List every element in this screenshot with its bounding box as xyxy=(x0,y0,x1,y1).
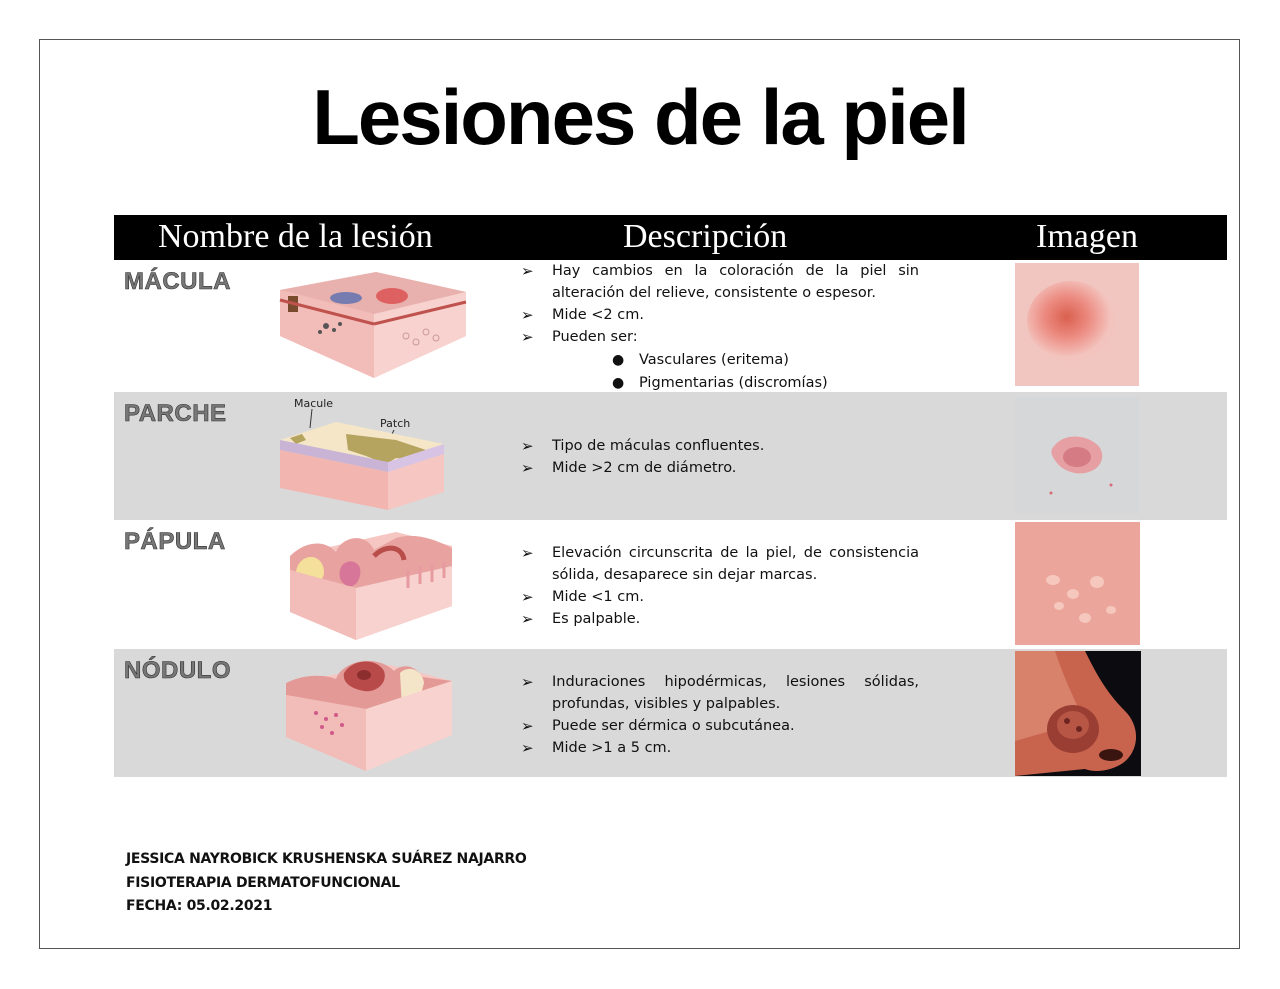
list-item: ➢ Pueden ser: xyxy=(521,328,638,346)
course-name: FISIOTERAPIA DERMATOFUNCIONAL xyxy=(126,874,400,891)
nodulo-photo xyxy=(1015,651,1141,776)
arrowhead-bullet-icon: ➢ xyxy=(521,262,534,280)
table-header xyxy=(114,215,1227,260)
page-title: Lesiones de la piel xyxy=(312,73,968,161)
arrowhead-bullet-icon: ➢ xyxy=(521,437,534,455)
nodulo-illustration xyxy=(276,653,476,777)
macula-photo xyxy=(1015,263,1139,386)
arrowhead-bullet-icon: ➢ xyxy=(521,717,534,735)
papula-illustration xyxy=(276,526,476,648)
lesion-name: PARCHE xyxy=(124,400,227,427)
arrowhead-bullet-icon: ➢ xyxy=(521,459,534,477)
arrowhead-bullet-icon: ➢ xyxy=(521,588,534,606)
header-description: Descripción xyxy=(623,218,788,255)
list-item: ➢ Puede ser dérmica o subcutánea. xyxy=(521,717,795,735)
table-row-papula xyxy=(114,520,1227,649)
sub-list-item: ● Vasculares (eritema) xyxy=(519,349,919,371)
dot-bullet-icon: ● xyxy=(612,375,625,391)
list-item: ➢ Elevación circunscrita de la piel, de consistencia sólida, desaparece sin dejar marcas. xyxy=(521,544,919,583)
lesion-name: MÁCULA xyxy=(124,268,231,295)
svg-text:Patch: Patch xyxy=(380,417,411,430)
lesion-name: PÁPULA xyxy=(124,528,226,555)
parche-photo xyxy=(1015,397,1139,514)
papula-photo xyxy=(1015,522,1140,645)
table-row-nodulo xyxy=(114,649,1227,777)
author-name: JESSICA NAYROBICK KRUSHENSKA SUÁREZ NAJARRO xyxy=(126,851,527,867)
header-image: Imagen xyxy=(1036,218,1138,255)
description-papula xyxy=(519,542,919,630)
description-macula xyxy=(519,260,919,394)
arrowhead-bullet-icon: ➢ xyxy=(521,306,534,324)
arrowhead-bullet-icon: ➢ xyxy=(521,544,534,562)
parche-illustration xyxy=(276,394,476,518)
list-item: ➢ Mide <1 cm. xyxy=(521,588,644,606)
table-row-parche xyxy=(114,392,1227,520)
footer xyxy=(126,848,527,919)
list-item: ➢ Tipo de máculas confluentes. xyxy=(521,437,765,455)
arrowhead-bullet-icon: ➢ xyxy=(521,610,534,628)
arrowhead-bullet-icon: ➢ xyxy=(521,673,534,691)
sub-list-item: ● Pigmentarias (discromías) xyxy=(519,372,919,394)
list-item: ➢ Es palpable. xyxy=(521,610,641,628)
list-item: ➢ Mide >2 cm de diámetro. xyxy=(521,459,737,477)
document-date: FECHA: 05.02.2021 xyxy=(126,898,273,914)
list-item: ➢ Hay cambios en la coloración de la piel sin alteración del relieve, consistente o espesor. xyxy=(521,262,919,301)
list-item: ➢ Mide >1 a 5 cm. xyxy=(521,739,672,757)
list-item: ➢ Mide <2 cm. xyxy=(521,306,644,324)
arrowhead-bullet-icon: ➢ xyxy=(521,328,534,346)
svg-text:Macule: Macule xyxy=(294,397,334,410)
lesions-table xyxy=(114,215,1227,777)
description-nodulo xyxy=(519,671,919,759)
arrowhead-bullet-icon: ➢ xyxy=(521,739,534,757)
header-name: Nombre de la lesión xyxy=(158,218,433,255)
list-item: ➢ Induraciones hipodérmicas, lesiones sólidas, profundas, visibles y palpables. xyxy=(521,673,919,712)
table-row-macula xyxy=(114,260,1227,392)
description-parche xyxy=(519,435,919,479)
dot-bullet-icon: ● xyxy=(612,352,625,368)
lesion-name: NÓDULO xyxy=(124,657,231,684)
macula-illustration xyxy=(276,266,476,386)
